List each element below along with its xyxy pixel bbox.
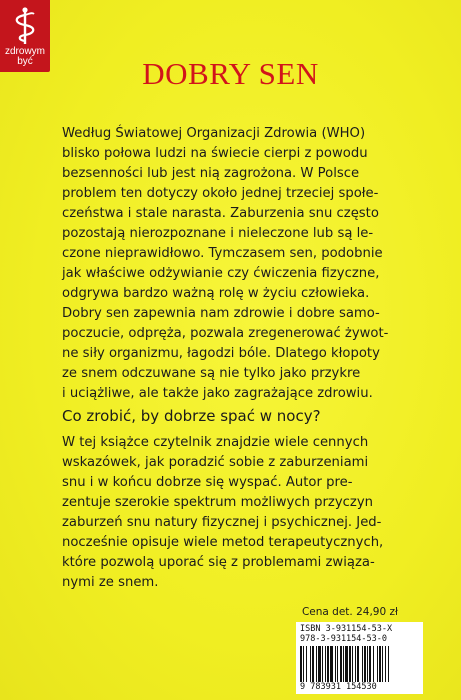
text-line: zaburzeń snu natury fizycznej i psychicznej. Jed- xyxy=(62,515,382,530)
text-line: nocześnie opisuje wiele metod terapeutycznych, xyxy=(62,535,384,550)
text-line: ne siły organizmu, łagodzi bóle. Dlatego kłopoty xyxy=(62,346,380,361)
isbn-barcode xyxy=(296,622,423,694)
text-line: bezsenności lub jest nią zagrożona. W Polsce xyxy=(62,166,360,181)
description-paragraph-2 xyxy=(62,433,402,593)
text-line: wskazówek, jak poradzić sobie z zaburzeniami xyxy=(62,455,369,470)
section-subheading: Co zrobić, by dobrze spać w nocy? xyxy=(62,407,321,425)
text-line: Dobry sen zapewnia nam zdrowie i dobre samo- xyxy=(62,306,380,321)
text-line: poczucie, odpręża, pozwala zregenerować żywot- xyxy=(62,326,389,341)
text-line: czone nieprawidłowo. Tymczasem sen, podobnie xyxy=(62,246,383,261)
text-line: które pozwolą uporać się z problemami związa- xyxy=(62,555,375,570)
text-line: jak właściwe odżywianie czy ćwiczenia fizyczne, xyxy=(62,266,380,281)
text-line: problem ten dotyczy około jednej trzeciej społe- xyxy=(62,186,379,201)
text-line: zentuje szerokie spektrum możliwych przyczyn xyxy=(62,495,373,510)
text-line: odgrywa bardzo ważną rolę w życiu człowieka. xyxy=(62,286,370,301)
book-title: DOBRY SEN xyxy=(142,56,319,91)
text-line: W tej książce czytelnik znajdzie wiele cennych xyxy=(62,435,369,450)
text-line: i uciążliwe, ale także jako zagrażające zdrowiu. xyxy=(62,386,373,401)
description-paragraph-1 xyxy=(62,124,402,404)
text-line: czeństwa i stale narasta. Zaburzenia snu często xyxy=(62,206,379,221)
text-line: ze snem odczuwane są nie tylko jako przykre xyxy=(62,366,361,381)
price-label: Cena det. 24,90 zł xyxy=(301,606,398,618)
text-line: snu i w końcu dobrze się wyspać. Autor pre- xyxy=(62,475,353,490)
isbn-10: ISBN 3-931154-53-X xyxy=(300,624,393,634)
text-line: nymi ze snem. xyxy=(62,575,159,590)
caduceus-icon xyxy=(10,6,40,46)
text-line: pozostają nierozpoznane i nieleczone lub są le- xyxy=(62,226,374,241)
barcode-bars xyxy=(300,646,419,682)
barcode-digits: 9 783931 154530 xyxy=(300,682,377,692)
text-line: blisko połowa ludzi na świecie cierpi z powodu xyxy=(62,146,368,161)
isbn-13: 978-3-931154-53-0 xyxy=(300,634,387,644)
text-line: Według Światowej Organizacji Zdrowia (WHO) xyxy=(62,126,366,141)
logo-text-line1: zdrowym xyxy=(4,46,45,57)
logo-text-line2: być xyxy=(17,56,33,67)
